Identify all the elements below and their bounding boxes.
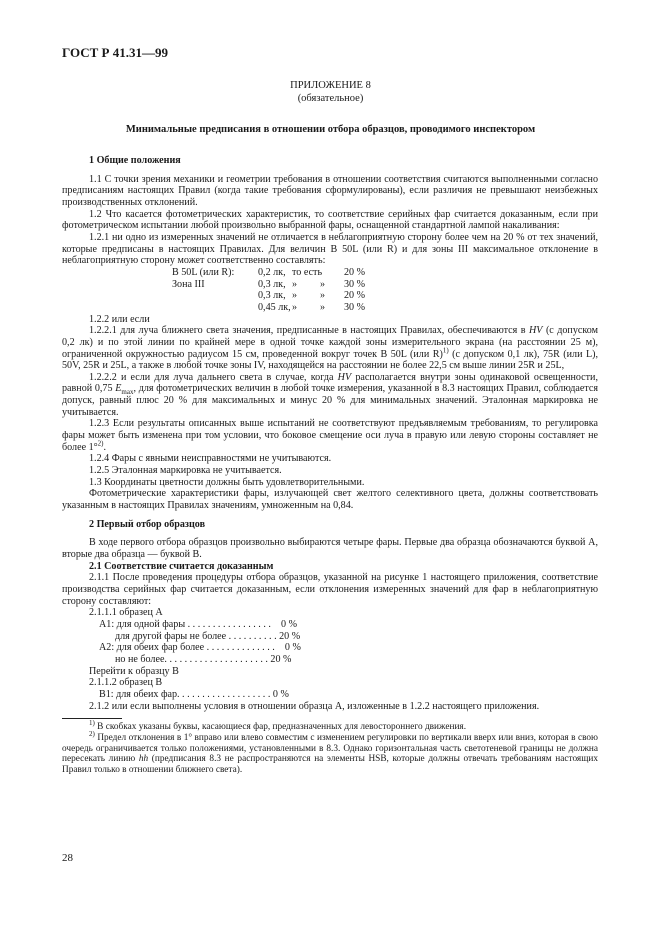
section-heading: 2 Первый отбор образцов	[89, 518, 206, 530]
sample-a1-line-2: для другой фары не более . . . . . . . . . . 20 %	[115, 630, 301, 642]
paragraph-photometric: Фотометрические характеристики фары, излучающей свет желтого селективного цвета, должны соответствовать указанным в настоящих Правилах значениям, умноженным на 0,84.	[62, 488, 598, 512]
table-cell: то есть	[292, 266, 323, 278]
page-number: 28	[62, 852, 73, 864]
go-to-sample-b: Перейти к образцу В	[89, 665, 179, 677]
table-cell: 30 %	[344, 278, 366, 290]
table-cell: »	[320, 290, 326, 302]
page-title: Минимальные предписания в отношении отбора образцов, проводимого инспектором	[125, 124, 536, 135]
paragraph-2-1-2: 2.1.2 или если выполнены условия в отношении образца А, изложенные в 1.2.2 настоящего приложения.	[89, 700, 540, 712]
table-cell: B 50L (или R):	[172, 266, 235, 278]
table-cell: »	[292, 290, 298, 302]
footnote-1: $^{1)}$ В скобках указаны буквы, касающиеся фар, предназначенных для левостороннего движения.	[89, 719, 467, 733]
paragraph-1-1: 1.1 С точки зрения механики и геометрии требования в отношении соответствия считаются выполненными согласно предписаниям настоящих Правил (когда такие требования сформулированы), если различия не превышают неизбежных производственных отклонений.	[62, 173, 598, 208]
table-cell	[320, 267, 344, 279]
paragraph-1-2-2-2: 1.2.2.2 и если для луча дальнего света в случае, когда HV располагается внутри зоны одинаковой освещенности, равной 0,75 $E_{max}$, для фотометрических величин в любой точке измерения, указанной в 8.3 настоящих Правил, соблюдается допуск, равный плюс 20 % для максимальных и минус 20 % для минимальных значений. Эталонная маркировка не учитывается.	[62, 371, 598, 418]
paragraph-1-2-1: 1.2.1 ни одно из измеренных значений не отличается в неблагоприятную сторону более чем на 20 % от тех значений, которые предписаны в настоящих Правилах. Для величин В 50L (или R) и для зоны III максимальное отклонение в неблагоприятную сторону может соответственно составлять:	[62, 231, 598, 267]
sample-a2-line-1: A2: для обеих фар более . . . . . . . . . . . . . . 0 %	[99, 642, 301, 654]
table-cell: 30 %	[344, 301, 366, 313]
subsection-heading: 2.1 Соответствие считается доказанным	[89, 560, 274, 572]
paragraph-1-2-2-1: 1.2.2.1 для луча ближнего света значения, предписанные в настоящих Правилах, обеспечиваются в HV (с допуском 0,2 лк) и по этой линии по крайней мере в одной точке каждой зоны измерительного экрана (на расстоянии 25 м), ограниченной окружностью радиусом 15 см, проведенной вокруг точек B 50L (или R)$^{1)}$ (с допуском 0,1 лк), 75R (или L), 50V, 25R и 25L, а также в любой точке зоны IV, находящейся на расстоянии не более 22,5 см выше линии 25R и 25L,	[62, 325, 598, 372]
paragraph-2-intro: В ходе первого отбора образцов произвольно выбираются четыре фары. Первые два образца обозначаются буквой А, вторые два образца — буквой В.	[62, 537, 598, 560]
paragraph-1-3: 1.3 Координаты цветности должны быть удовлетворительными.	[89, 476, 365, 488]
paragraph-2-1-1: 2.1.1 После проведения процедуры отбора образцов, указанной на рисунке 1 настоящего приложения, соответствие производства серийных фар считается доказанным, если отклонения измеренных значений для фар в неблагоприятную сторону составляют:	[62, 572, 598, 607]
appendix-status: (обязательное)	[297, 93, 364, 104]
paragraph-1-2: 1.2 Что касается фотометрических характеристик, то соответствие серийных фар считается доказанным, если при фотометрическом испытании любой произвольно выбранной фары, оснащенной стандартной лампой накаливания:	[62, 208, 598, 232]
table-cell: Зона III	[172, 278, 205, 290]
sample-a1-line-1: A1: для одной фары . . . . . . . . . . . . . . . . . 0 %	[99, 618, 297, 630]
tolerance-table	[172, 267, 598, 314]
table-cell: »	[320, 301, 326, 313]
paragraph-1-2-4: 1.2.4 Фары с явными неисправностями не учитываются.	[89, 453, 332, 465]
table-cell: »	[292, 278, 298, 290]
table-cell	[172, 302, 258, 314]
table-cell: 0,45 лк,	[258, 301, 291, 313]
table-cell: 20 %	[344, 290, 366, 302]
paragraph-1-2-3: 1.2.3 Если результаты описанных выше испытаний не соответствуют предъявляемым требованиям, то регулировка фары может быть изменена при том условии, что боковое смещение оси луча в правую или левую стороны составляет не более 1°$^{2)}$.	[62, 418, 598, 453]
table-cell: 0,2 лк,	[258, 266, 286, 278]
table-cell	[172, 290, 258, 302]
sample-b1-line: B1: для обеих фар. . . . . . . . . . . . . . . . . . . 0 %	[99, 688, 289, 700]
paragraph-1-2-5: 1.2.5 Эталонная маркировка не учитывается.	[89, 465, 282, 477]
document-header: ГОСТ Р 41.31—99	[62, 45, 168, 60]
table-cell: »	[320, 278, 326, 290]
table-cell: 20 %	[344, 266, 366, 278]
paragraph-1-2-2: 1.2.2 или если	[89, 313, 150, 325]
footnote-2: $^{2)}$ Предел отклонения в 1° вправо или влево совместим с изменением регулировки по вертикали вверх или вниз, которая в свою очередь ограничивается только положениями, установленными в 8.3. Однако горизонтальная часть светотеневой границы не должна пересекать линию hh (предписания 8.3 не распространяются на элементы HSB, которые должны отвечать требованиям настоящих Правил только в отношении ближнего света).	[62, 729, 598, 775]
section-heading: 1 Общие положения	[89, 155, 181, 166]
paragraph-2-1-1-1: 2.1.1.1 образец А	[89, 607, 163, 619]
sample-a2-line-2: но не более. . . . . . . . . . . . . . . . . . . . . 20 %	[115, 653, 292, 665]
document-body	[62, 155, 598, 776]
paragraph-2-1-1-2: 2.1.1.2 образец В	[89, 677, 163, 689]
table-cell: 0,3 лк,	[258, 290, 286, 302]
appendix-title: ПРИЛОЖЕНИЕ 8	[290, 80, 371, 91]
table-cell: 0,3 лк,	[258, 278, 286, 290]
table-cell: »	[292, 301, 298, 313]
